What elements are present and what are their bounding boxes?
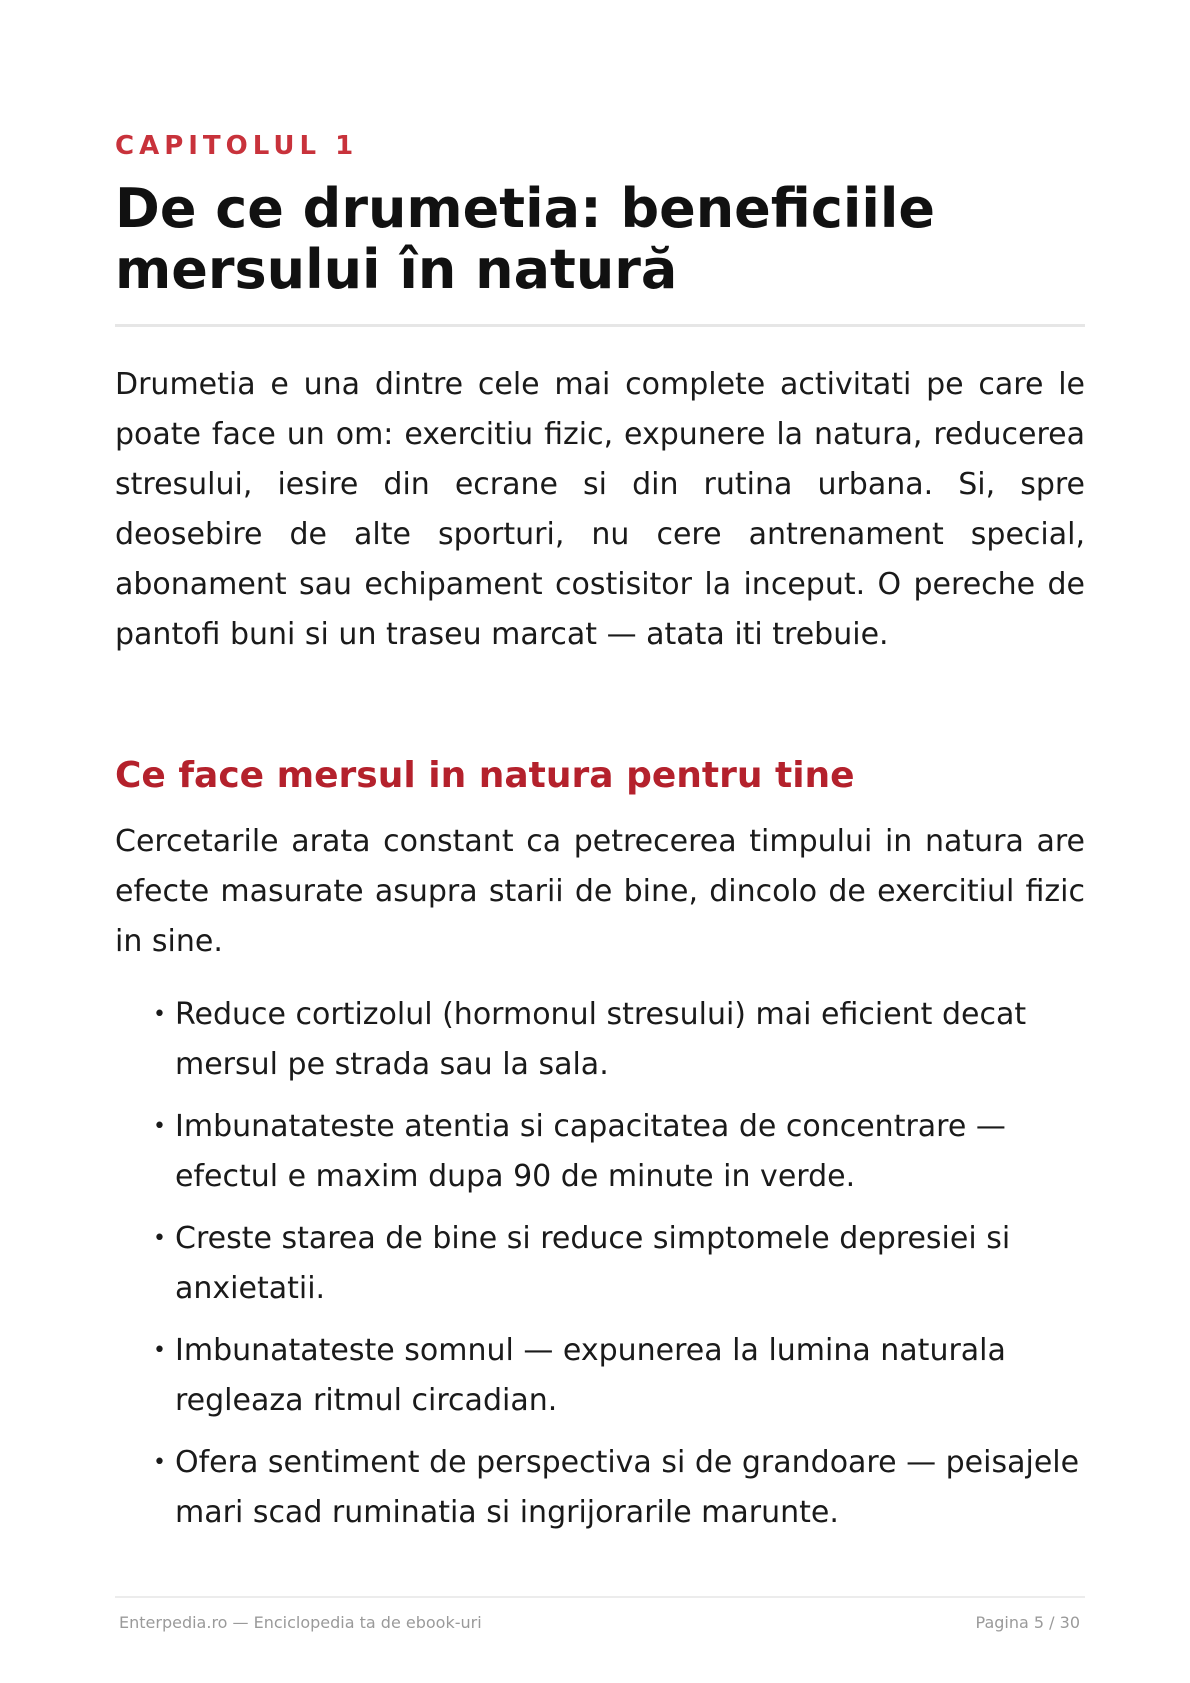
page-number: Pagina 5 / 30 [975,1613,1080,1632]
bullet-icon: • [153,1226,166,1251]
intro-paragraph: Drumetia e una dintre cele mai complete activitati pe care le poate face un om: exercitiu fizic, expunere la natura, reducerea stresului, iesire din ecrane si din rutina urbana. Si, spre deosebire de alte sporturi, nu cere antrenament special, abonament sau echipament costisitor la inceput. O pereche de pantofi buni si un traseu marcat — atata iti trebuie. [115,367,1085,652]
bullet-icon: • [153,1338,166,1363]
list-item [115,1214,1085,1314]
section-paragraph: Cercetarile arata constant ca petrecerea timpului in natura are efecte masurate asupra starii de bine, dincolo de exercitiul fizic in sine. [115,824,1085,959]
title-divider [115,324,1085,327]
list-item-text: Creste starea de bine si reduce simptomele depresiei si anxietatii. [175,1221,1011,1306]
list-item [115,1438,1085,1538]
chapter-label: CAPITOLUL 1 [115,131,359,161]
footer-source: Enterpedia.ro — Enciclopedia ta de ebook-uri [119,1613,482,1632]
list-item [115,990,1085,1090]
list-item [115,1102,1085,1202]
bullet-icon: • [153,1002,166,1027]
document-page [115,0,1085,1683]
section-heading: Ce face mersul in natura pentru tine [115,755,855,796]
list-item-text: Ofera sentiment de perspectiva si de grandoare — peisajele mari scad ruminatia si ingrijorarile marunte. [175,1445,1080,1530]
list-item-text: Imbunatateste somnul — expunerea la lumina naturala regleaza ritmul circadian. [175,1333,1006,1418]
bullet-icon: • [153,1114,166,1139]
chapter-title: De ce drumetia: beneficiile mersului în natură [115,177,935,301]
footer-divider [115,1596,1085,1598]
list-item-text: Reduce cortizolul (hormonul stresului) mai eficient decat mersul pe strada sau la sala. [175,997,1027,1082]
list-item-text: Imbunatateste atentia si capacitatea de concentrare — efectul e maxim dupa 90 de minute in verde. [175,1109,1006,1194]
bullet-icon: • [153,1450,166,1475]
benefits-list [115,990,1085,1550]
list-item [115,1326,1085,1426]
